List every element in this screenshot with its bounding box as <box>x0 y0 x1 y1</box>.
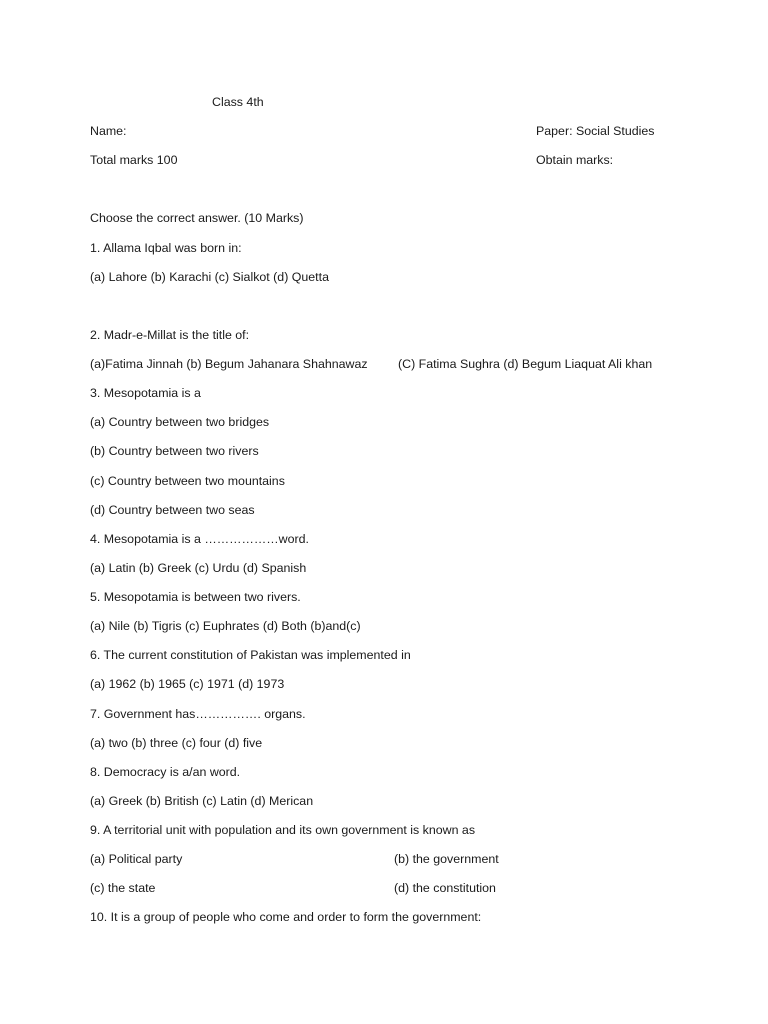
question-6-options: (a) 1962 (b) 1965 (c) 1971 (d) 1973 <box>90 677 285 691</box>
question-1: 1. Allama Iqbal was born in: <box>90 241 242 255</box>
question-4: 4. Mesopotamia is a ………………word. <box>90 532 309 546</box>
paper-label: Paper: Social Studies <box>536 124 655 138</box>
question-7-options: (a) two (b) three (c) four (d) five <box>90 736 263 750</box>
question-9: 9. A territorial unit with population and its own government is known as <box>90 823 476 837</box>
question-9-option-d: (d) the constitution <box>394 881 496 895</box>
question-5: 5. Mesopotamia is between two rivers. <box>90 590 301 604</box>
instructions: Choose the correct answer. (10 Marks) <box>90 211 304 225</box>
question-1-options: (a) Lahore (b) Karachi (c) Sialkot (d) Quetta <box>90 270 329 284</box>
question-9-option-c: (c) the state <box>90 881 156 895</box>
question-10: 10. It is a group of people who come and order to form the government: <box>90 910 482 924</box>
question-3-option-b: (b) Country between two rivers <box>90 444 259 458</box>
question-7: 7. Government has……………. organs. <box>90 707 306 721</box>
question-3-option-a: (a) Country between two bridges <box>90 415 270 429</box>
question-3-option-d: (d) Country between two seas <box>90 503 255 517</box>
question-3-option-c: (c) Country between two mountains <box>90 474 285 488</box>
question-2-options-right: (C) Fatima Sughra (d) Begum Liaquat Ali khan <box>398 357 653 371</box>
question-8-options: (a) Greek (b) British (c) Latin (d) Merican <box>90 794 314 808</box>
question-9-option-a: (a) Political party <box>90 852 183 866</box>
obtain-marks-label: Obtain marks: <box>536 153 614 167</box>
question-8: 8. Democracy is a/an word. <box>90 765 241 779</box>
question-2: 2. Madr-e-Millat is the title of: <box>90 328 250 342</box>
question-5-options: (a) Nile (b) Tigris (c) Euphrates (d) Both (b)and(c) <box>90 619 361 633</box>
question-9-option-b: (b) the government <box>394 852 499 866</box>
class-label: Class 4th <box>212 95 264 109</box>
question-4-options: (a) Latin (b) Greek (c) Urdu (d) Spanish <box>90 561 307 575</box>
total-marks-label: Total marks 100 <box>90 153 178 167</box>
question-2-options-left: (a)Fatima Jinnah (b) Begum Jahanara Shahnawaz <box>90 357 368 371</box>
question-3: 3. Mesopotamia is a <box>90 386 201 400</box>
name-label: Name: <box>90 124 127 138</box>
question-6: 6. The current constitution of Pakistan was implemented in <box>90 648 411 662</box>
